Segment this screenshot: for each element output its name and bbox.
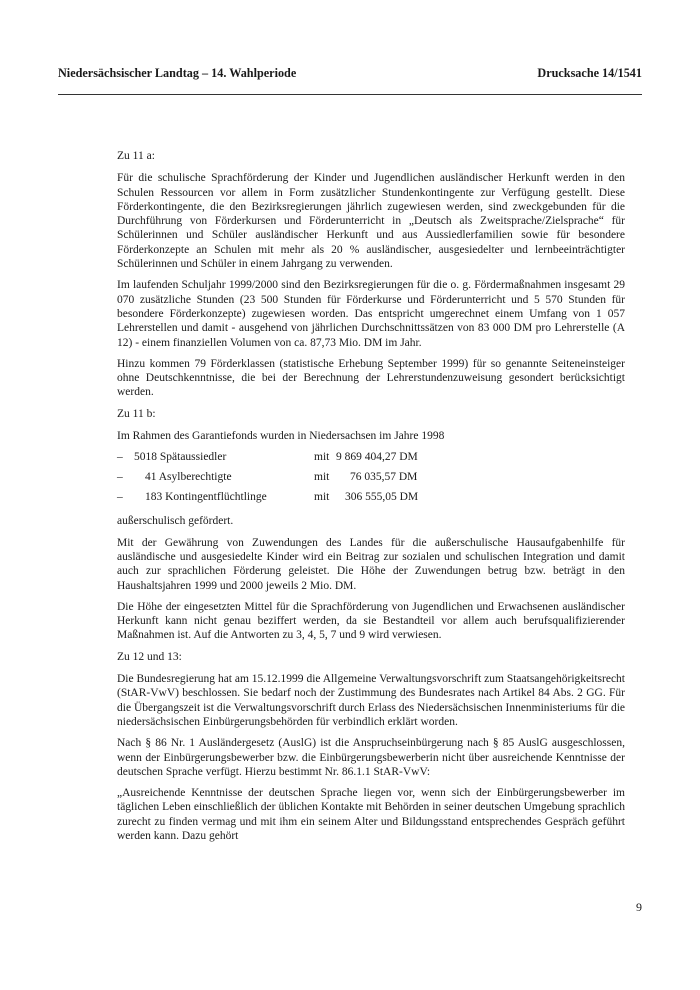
- list-item: [117, 470, 625, 490]
- section-heading-11b: Zu 11 b:: [117, 407, 156, 420]
- list-item-amount: 306 555,05 DM: [345, 491, 419, 504]
- quote-paragraph: „Ausreichende Kenntnisse der deutschen Sprache liegen vor, wenn sich der Einbürgerungsbewerber im täglichen Leben einschließlich der üblichen Kontakte mit Behörden in seiner deutschen Umgebung sprachlich zurecht zu finden vermag und mit ihm ein seinem Alter und Bildungsstand entsprechendes Gespräch geführt werden kann. Dazu gehört: [117, 787, 625, 842]
- list-item: [117, 450, 625, 470]
- list-item-label: 41 Asylberechtigte: [145, 471, 232, 484]
- header-title: Niedersächsischer Landtag – 14. Wahlperiode: [58, 66, 297, 80]
- paragraph: Mit der Gewährung von Zuwendungen des Landes für die außerschulische Hausaufgabenhilfe für ausländische und ausgesiedelte Kinder wird ein Beitrag zur sozialen und schulischen Integration und damit auch zur sprachlichen Förderung geleistet. Die Höhe der Zuwendungen betrug bzw. beträgt in den Haushaltsjahren 1999 und 2000 jeweils 2 Mio. DM.: [117, 536, 625, 592]
- list-dash: –: [117, 471, 123, 484]
- list-item-mit: mit: [314, 491, 330, 504]
- page-header: [58, 60, 642, 88]
- paragraph: Die Höhe der eingesetzten Mittel für die Sprachförderung von Jugendlichen und Erwachsenen ausländischer Herkunft kann nicht genau beziffert werden, da sie Bestandteil vor allem auch berufsqualifizierender Maßnahmen ist. Auf die Antworten zu 3, 4, 5, 7 und 9 wird verwiesen.: [117, 600, 625, 642]
- page-number: 9: [636, 900, 642, 914]
- paragraph: außerschulisch gefördert.: [117, 515, 234, 528]
- section-heading-11a: Zu 11 a:: [117, 150, 155, 162]
- list-item: [117, 490, 625, 510]
- list-dash: –: [117, 451, 123, 464]
- paragraph: Nach § 86 Nr. 1 Ausländergesetz (AuslG) ist die Anspruchseinbürgerung nach § 85 AuslG ausgeschlossen, wenn der Einbürgerungsbewerber bzw. die Einbürgerungsbewerberin nicht über ausreichende Kenntnisse der deutschen Sprache verfügt. Hierzu bestimmt Nr. 86.1.1 StAR-VwV:: [117, 737, 625, 778]
- list-item-mit: mit: [314, 451, 330, 464]
- funding-list: [117, 450, 625, 510]
- document-body: [117, 149, 625, 850]
- paragraph: Die Bundesregierung hat am 15.12.1999 die Allgemeine Verwaltungsvorschrift zum Staatsangehörigkeitsrecht (StAR-VwV) beschlossen. Sie bedarf noch der Zustimmung des Bundesrates nach Artikel 84 Abs. 2 GG. Für die Übergangszeit ist die Verwaltungsvorschrift durch Erlass des Niedersächsischen Innenministeriums für die niedersächsischen Einbürgerungsbehörden für verbindlich erklärt worden.: [117, 673, 625, 728]
- list-item-label: 183 Kontingentflüchtlinge: [145, 491, 267, 504]
- header-document-number: Drucksache 14/1541: [537, 66, 642, 80]
- list-item-amount: 76 035,57 DM: [350, 471, 418, 484]
- paragraph: Im Rahmen des Garantiefonds wurden in Niedersachsen im Jahre 1998: [117, 430, 445, 443]
- list-item-amount: 9 869 404,27 DM: [336, 451, 418, 464]
- list-dash: –: [117, 491, 123, 504]
- paragraph: Für die schulische Sprachförderung der Kinder und Jugendlichen ausländischer Herkunft werden in den Schulen Ressourcen vor allem in Form zusätzlicher Stundenkontingente zur Verfügung gestellt. Diese Förderkontingente, die den Bezirksregierungen jährlich zugewiesen werden, sind zweckgebunden für die Durchführung von Förderkursen und Förderunterricht in „Deutsch als Zweitsprache/Zielsprache“ für Schülerinnen und Schüler ausländischer Herkunft und aus Aussiedlerfamilien sowie für besondere Förderkonzepte an Schulen mit mehr als 20 % ausländischer, ausgesiedelter und lernbeeinträchtigter Schülerinnen und Schüler in einem Jahrgang zu verwenden.: [117, 172, 625, 271]
- header-rule: [58, 94, 642, 95]
- paragraph: Hinzu kommen 79 Förderklassen (statistische Erhebung September 1999) für so genannte Seiteneinsteiger ohne Deutschkenntnisse, die bei der Berechnung der Lehrerstundenzuweisung gesondert berücksichtigt werden.: [117, 357, 625, 399]
- list-item-mit: mit: [314, 471, 330, 484]
- section-heading-12-13: Zu 12 und 13:: [117, 650, 182, 663]
- paragraph: Im laufenden Schuljahr 1999/2000 sind den Bezirksregierungen für die o. g. Fördermaßnahmen insgesamt 29 070 zusätzliche Stunden (23 500 Stunden für Förderkurse und Förderunterricht und 5 570 Stunden für besondere Förderkonzepte) zugewiesen worden. Das entspricht umgerechnet einem Umfang von 1 057 Lehrerstellen und damit - ausgehend von jährlichen Durchschnittssätzen von 83 000 DM pro Lehrerstelle (A 12) - einem finanziellen Volumen von ca. 87,73 Mio. DM im Jahr.: [117, 279, 625, 349]
- list-item-label: 5018 Spätaussiedler: [134, 451, 227, 464]
